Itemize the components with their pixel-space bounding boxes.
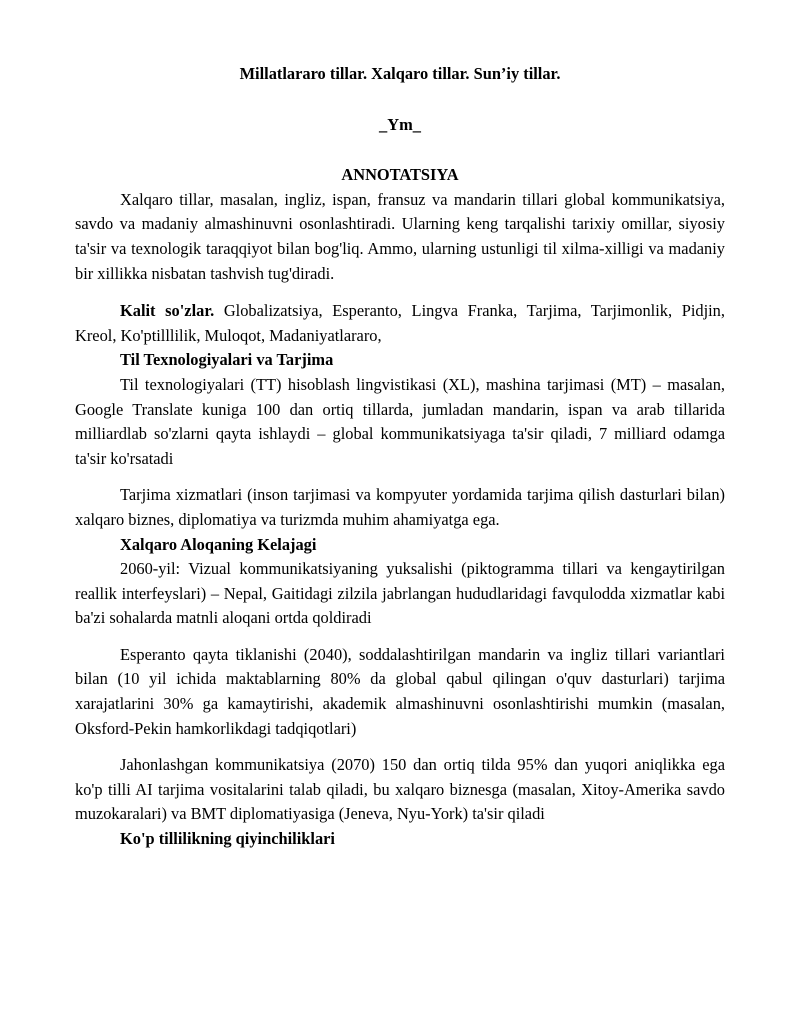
keywords-text: Globalizatsiya, Esperanto, Lingva Franka, Tarjima, Tarjimonlik, Pidjin, Kreol, Ko'ptilllilik, Muloqot, Madaniyatlararo, [75,301,725,345]
section-paragraph: Jahonlashgan kommunikatsiya (2070) 150 dan ortiq tilda 95% dan yuqori aniqlikka ega ko'p tilli AI tarjima vositalarini talab qiladi, bu xalqaro biznesga (masalan, Xitoy-Amerika savdo muzokaralari) va BMT diplomatiyasiga (Jeneva, Nyu-York) ta'sir qiladi [75,755,725,824]
document-title: Millatlararo tillar. Xalqaro tillar. Sun’iy tillar. [239,64,561,83]
section-paragraph: Til texnologiyalari (TT) hisoblash lingvistikasi (XL), mashina tarjimasi (MT) – masalan, Google Translate kuniga 100 dan ortiq tillarda, jumladan mandarin, ispan va arab tillarida milliardlab so'zlarni qayta ishlaydi – global kommunikatsiyaga ta'sir qiladi, 7 milliard odamga ta'sir ko'rsatadi [75,374,725,468]
section-paragraph: 2060-yil: Vizual kommunikatsiyaning yuksalishi (piktogramma tillari va kengaytirilgan reallik interfeyslari) – Nepal, Gaitidagi zilzila jabrlangan hududlaridagi favqulodda xizmatlar kabi ba'zi sohalarda matnli aloqani ortda qoldiradi [75,559,725,628]
section-paragraph: Tarjima xizmatlari (inson tarjimasi va kompyuter yordamida tarjima qilish dasturlari bilan) xalqaro biznes, diplomatiya va turizmda muhim ahamiyatga ega. [75,485,725,529]
keywords-paragraph [75,299,725,348]
abstract-heading: ANNOTATSIYA [341,165,459,185]
section-heading-future-communication: Xalqaro Aloqaning Kelajagi [120,534,317,554]
document-page [75,62,725,852]
section-heading-language-technologies: Til Texnologiyalari va Tarjima [120,350,334,370]
author-name: _Ym_ [379,114,421,134]
section-paragraph: Esperanto qayta tiklanishi (2040), soddalashtirilgan mandarin va ingliz tillari variantlari bilan (10 yil ichida maktablarning 80% da global qabul qilingan o'quv dasturlari) tarjima xarajatlarini 30% ga kamaytirishi, akademik almashinuvni osonlashtirishi mumkin (masalan, Oksford-Pekin hamkorlikdagi tadqiqotlari) [75,644,725,738]
keywords-label: Kalit so'zlar. [120,301,215,321]
abstract-text: Xalqaro tillar, masalan, ingliz, ispan, fransuz va mandarin tillari global kommunikatsiya, savdo va madaniy almashinuvni osonlashtiradi. Ularning keng tarqalishi tarixiy omillar, siyosiy ta'sir va texnologik taraqqiyot bilan bog'liq. Ammo, ularning ustunligi til xilma-xilligi va madaniy bir xillikka nisbatan tashvish tug'diradi. [75,189,725,283]
section-heading-multilingualism-challenges: Ko'p tillilikning qiyinchiliklari [120,829,335,849]
